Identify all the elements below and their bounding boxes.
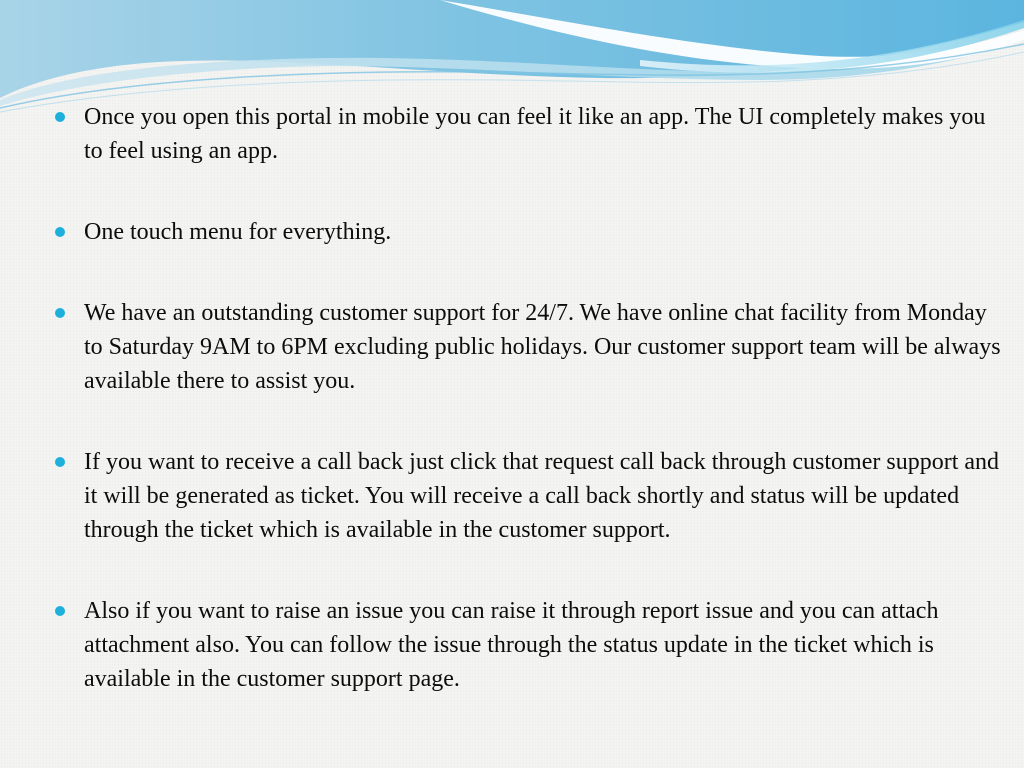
bullet-item [55,296,1005,398]
bullet-list [55,100,1005,696]
bullet-text: If you want to receive a call back just click that request call back through customer support and it will be generated as ticket. You will receive a call back shortly and status will be updated through the ticket which is available in the customer support. [84,449,1000,543]
bullet-text: Also if you want to raise an issue you can raise it through report issue and you can attach attachment also. You can follow the issue through the status update in the ticket which is available in the customer support page. [84,598,939,692]
bullet-text: We have an outstanding customer support for 24/7. We have online chat facility from Monday to Saturday 9AM to 6PM excluding public holidays. Our customer support team will be always available there to assist you. [84,300,1001,394]
slide-content [55,100,1005,696]
bullet-text: One touch menu for everything. [84,219,392,245]
bullet-dot-icon [55,606,65,616]
bullet-item [55,445,1005,547]
bullet-dot-icon [55,112,65,122]
bullet-item [55,215,1005,249]
bullet-item [55,100,1005,168]
bullet-dot-icon [55,227,65,237]
bullet-dot-icon [55,308,65,318]
bullet-item [55,594,1005,696]
bullet-dot-icon [55,457,65,467]
bullet-text: Once you open this portal in mobile you can feel it like an app. The UI completely makes you to feel using an app. [84,104,986,164]
